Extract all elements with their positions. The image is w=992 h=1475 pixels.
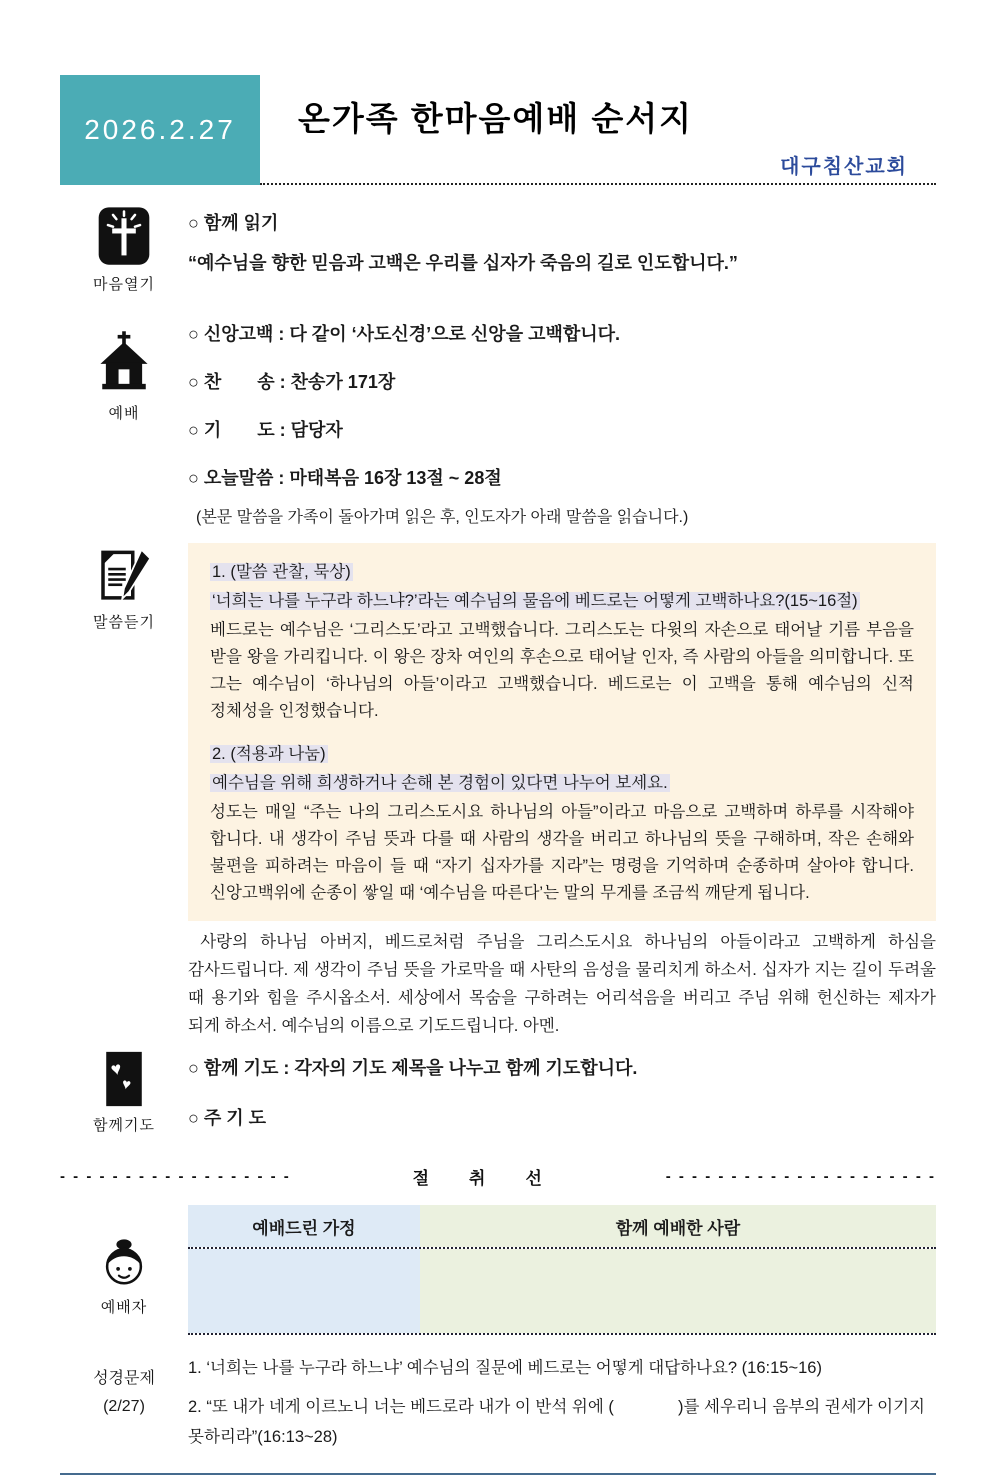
closing-prayer-text: 사랑의 하나님 아버지, 베드로처럼 주님을 그리스도시요 하나님의 아들이라고 고백하게 하심을 감사드립니다. 제 생각이 주님 뜻을 가로막을 때 사탄의 음성을 물리치게 하소서. 십자가 지는 길이 두려울 때 용기와 힘을 주시옵소서. 세상에서 목숨을 구하려는 어리석음을 버리고 주님 위해 헌신하는 제자가 되게 하소서. 예수님의 이름으로 기도드립니다. 아멘. xyxy=(188,933,941,1035)
quiz-label-title: 성경문제 xyxy=(93,1370,155,1387)
quiz-label-date: (2/27) xyxy=(103,1398,145,1415)
date-box xyxy=(60,75,260,185)
svg-text:♥: ♥ xyxy=(120,1075,133,1094)
section-label-attendees: 예배자 xyxy=(100,1298,148,1316)
section-prayer-together xyxy=(60,1046,936,1154)
section-label-worship: 예배 xyxy=(108,405,140,422)
prayer-card-hearts-icon xyxy=(101,1050,147,1108)
worshiper-face-icon xyxy=(97,1236,151,1290)
section-heart-opening xyxy=(60,201,936,294)
date-text: 2026.2.27 xyxy=(84,114,236,145)
cross-icon xyxy=(97,205,151,267)
svg-text:♥: ♥ xyxy=(108,1057,124,1080)
cut-line-label: 절 취 선 xyxy=(412,1169,544,1188)
application-answer: 성도는 매일 “주는 나의 그리스도시요 하나님의 아들”이라고 마음으로 고백하며 하루를 시작해야 합니다. 내 생각이 주님 뜻과 다를 때 사람의 생각을 버리고 하나님의 뜻을 구해하며, 작은 손해와 불편을 피하려는 마음이 들 때 “자기 십자가를 지라”는 명령을 기억하며 순종하며 살아야 합니다. 신앙고백위에 순종이 쌓일 때 ‘예수님을 따른다’는 말의 무게를 조금씩 깨닫게 됩니다. xyxy=(210,803,914,902)
attendance-table-header xyxy=(188,1205,936,1249)
section-worship xyxy=(60,320,936,527)
section-label-listening: 말씀듣기 xyxy=(93,614,155,631)
worship-item-scripture: ○ 오늘말씀 : 마태복음 16장 13절 ~ 28절 xyxy=(188,468,502,488)
church-name: 대구침산교회 xyxy=(780,156,908,178)
prayer-item-lords-prayer: ○ 주 기 도 xyxy=(188,1108,267,1128)
observation-title: 1. (말씀 관찰, 묵상) xyxy=(212,563,351,581)
attendance-table xyxy=(188,1205,936,1335)
column-header-people: 함께 예배한 사람 xyxy=(420,1205,936,1247)
quiz-label xyxy=(93,1349,155,1421)
application-title: 2. (적용과 나눔) xyxy=(212,745,326,763)
worship-item-hymn: ○ 찬 송 : 찬송가 171장 xyxy=(188,372,396,392)
attendance-table-body xyxy=(188,1249,936,1335)
application-question: 예수님을 위해 희생하거나 손해 본 경험이 있다면 나누어 보세요. xyxy=(212,774,668,792)
column-header-family: 예배드린 가정 xyxy=(188,1205,420,1247)
worship-item-prayer: ○ 기 도 : 담당자 xyxy=(188,420,343,440)
section-bible-quiz xyxy=(60,1345,936,1461)
read-together-title: ○ 함께 읽기 xyxy=(188,213,279,233)
quiz-question-2: 2. “또 내가 네게 이르노니 너는 베드로라 내가 이 반석 위에 ( )를 세우리니 음부의 권세가 이기지 못하리라”(16:13~28) xyxy=(188,1398,930,1446)
observation-question: ‘너희는 나를 누구라 하느냐?’라는 예수님의 물음에 베드로는 어떻게 고백하나요?(15~16절) xyxy=(212,592,858,610)
church-icon xyxy=(95,330,153,396)
page-title: 온가족 한마음예배 순서지 xyxy=(298,100,693,137)
section-attendees xyxy=(60,1205,936,1335)
section-label-opening: 마음열기 xyxy=(93,276,155,293)
header xyxy=(60,75,936,185)
cut-line xyxy=(60,1164,936,1189)
worship-item-creed: ○ 신앙고백 : 다 같이 ‘사도신경’으로 신앙을 고백합니다. xyxy=(188,324,621,344)
cell-people-input-area[interactable] xyxy=(420,1249,936,1333)
opening-quote: “예수님을 향한 믿음과 고백은 우리를 십자가 죽음의 길로 인도합니다.” xyxy=(188,253,738,273)
cell-family-input-area[interactable] xyxy=(188,1249,420,1333)
cut-line-dashes-left: - - - - - - - - - - - - - - - - - - xyxy=(60,1168,291,1185)
observation-answer: 베드로는 예수님은 ‘그리스도’라고 고백했습니다. 그리스도는 다윗의 자손으로 태어날 기름 부음을 받을 왕을 가리킵니다. 이 왕은 장차 여인의 후손으로 태어날 인자, 즉 사람의 아들을 의미합니다. 또 그는 예수님이 ‘하나님의 아들’이라고 고백했습니다. 베드로는 이 고백을 통해 예수님의 신적 정체성을 인정했습니다. xyxy=(210,621,914,720)
sermon-notes-box xyxy=(188,543,936,921)
cut-line-dashes-right: - - - - - - - - - - - - - - - - - - - - - xyxy=(665,1168,936,1185)
quiz-question-1: 1. ‘너희는 나를 누구라 하느냐’ 예수님의 질문에 베드로는 어떻게 대답하나요? (16:15~16) xyxy=(188,1359,822,1377)
section-listening xyxy=(60,543,941,1040)
note-pencil-icon xyxy=(96,547,152,605)
section-label-prayer: 함께기도 xyxy=(93,1117,155,1134)
header-right xyxy=(260,75,936,185)
prayer-item-together: ○ 함께 기도 : 각자의 기도 제목을 나누고 함께 기도합니다. xyxy=(188,1058,638,1078)
worship-note: (본문 말씀을 가족이 돌아가며 읽은 후, 인도자가 아래 말씀을 읽습니다.) xyxy=(196,509,689,526)
